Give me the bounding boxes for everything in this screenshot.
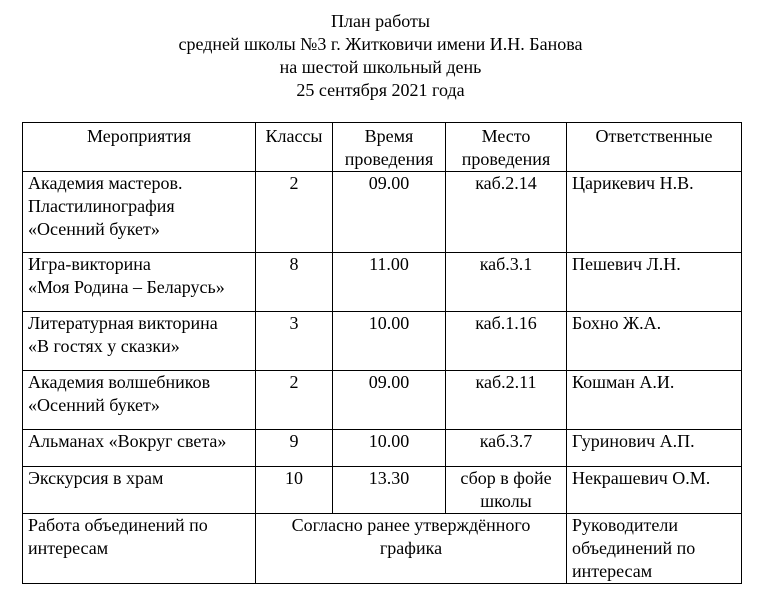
column-header-classes: Классы [256,123,333,172]
responsible-cell-line: Пешевич Л.Н. [572,254,681,274]
classes-cell [256,312,333,371]
place-cell-line: сбор в фойе [460,468,552,488]
time-cell-line: 09.00 [368,372,410,392]
classes-cell-line: 2 [289,173,299,193]
responsible-cell-line: Руководители [572,515,678,535]
schedule-cell-line: Согласно ранее утверждённого [291,515,531,535]
event-cell-line: Академия волшебников [28,372,211,392]
event-cell-line: «Моя Родина – Беларусь» [28,277,225,297]
responsible-cell [567,253,742,312]
time-cell [333,312,446,371]
table-row [23,253,742,312]
classes-cell [256,172,333,253]
classes-cell-line: 2 [289,372,299,392]
event-cell-line: Академия мастеров. [28,173,183,193]
header-title: План работы [331,11,430,31]
event-cell [23,253,256,312]
event-cell-line: Игра-викторина [28,254,151,274]
column-header-responsible: Ответственные [567,123,742,172]
table-row [23,430,742,467]
responsible-cell-line: Некрашевич О.М. [572,468,711,488]
column-header-time: Время проведения [333,123,446,172]
table-row-clubs [23,514,742,584]
place-cell-line: каб.1.16 [475,313,537,333]
document-header [0,10,761,102]
classes-cell-line: 9 [289,431,299,451]
place-cell-line: каб.2.14 [475,173,537,193]
column-header-event: Мероприятия [23,123,256,172]
header-date: 25 сентября 2021 года [296,80,465,100]
event-cell-line: Экскурсия в храм [28,468,164,488]
time-cell-line: 13.30 [368,468,410,488]
classes-cell [256,467,333,514]
time-cell-line: 11.00 [369,254,409,274]
place-cell-line: каб.2.11 [475,372,537,392]
table-row [23,371,742,430]
event-cell [23,430,256,467]
schedule-cell [256,514,567,584]
responsible-cell [567,371,742,430]
table-row [23,312,742,371]
event-cell-line: интересам [28,538,109,558]
table-body [23,172,742,584]
schedule-cell-line: графика [379,538,443,558]
time-cell [333,172,446,253]
event-cell-line: Работа объединений по [28,515,208,535]
time-cell [333,371,446,430]
responsible-cell-line: интересам [572,561,653,581]
classes-cell-line: 8 [289,254,299,274]
event-cell-line: «Осенний букет» [28,219,160,239]
responsible-cell [567,467,742,514]
place-cell-line: каб.3.7 [479,431,533,451]
column-header-place: Место проведения [446,123,567,172]
header-subtitle: на шестой школьный день [279,57,482,77]
plan-table [22,122,742,584]
place-cell-line: школы [480,491,532,511]
table-row [23,467,742,514]
event-cell [23,371,256,430]
classes-cell-line: 3 [289,313,299,333]
place-cell [446,312,567,371]
time-cell-line: 09.00 [368,173,410,193]
event-cell [23,514,256,584]
event-cell-line: Литературная викторина [28,313,218,333]
table-row [23,172,742,253]
classes-cell-line: 10 [285,468,303,488]
time-cell-line: 10.00 [368,431,410,451]
classes-cell [256,430,333,467]
responsible-cell-line: Гуринович А.П. [572,431,695,451]
header-school: средней школы №3 г. Житковичи имени И.Н. Банова [178,34,583,54]
event-cell-line: Пластилинография [28,196,175,216]
responsible-cell [567,430,742,467]
responsible-cell-line: Кошман А.И. [572,372,675,392]
place-cell [446,430,567,467]
responsible-cell [567,312,742,371]
place-cell [446,371,567,430]
place-cell [446,467,567,514]
responsible-cell-line: Бохно Ж.А. [572,313,662,333]
place-cell [446,253,567,312]
time-cell [333,467,446,514]
time-cell [333,430,446,467]
place-cell-line: каб.3.1 [479,254,533,274]
place-cell [446,172,567,253]
time-cell [333,253,446,312]
responsible-cell-line: Царикевич Н.В. [572,173,694,193]
event-cell [23,467,256,514]
responsible-cell [567,172,742,253]
event-cell-line: «В гостях у сказки» [28,336,180,356]
event-cell-line: «Осенний букет» [28,395,160,415]
responsible-cell-line: объединений по [572,538,696,558]
event-cell [23,312,256,371]
time-cell-line: 10.00 [368,313,410,333]
responsible-cell [567,514,742,584]
event-cell-line: Альманах «Вокруг света» [28,431,227,451]
event-cell [23,172,256,253]
classes-cell [256,253,333,312]
classes-cell [256,371,333,430]
table-header-row [23,123,742,172]
